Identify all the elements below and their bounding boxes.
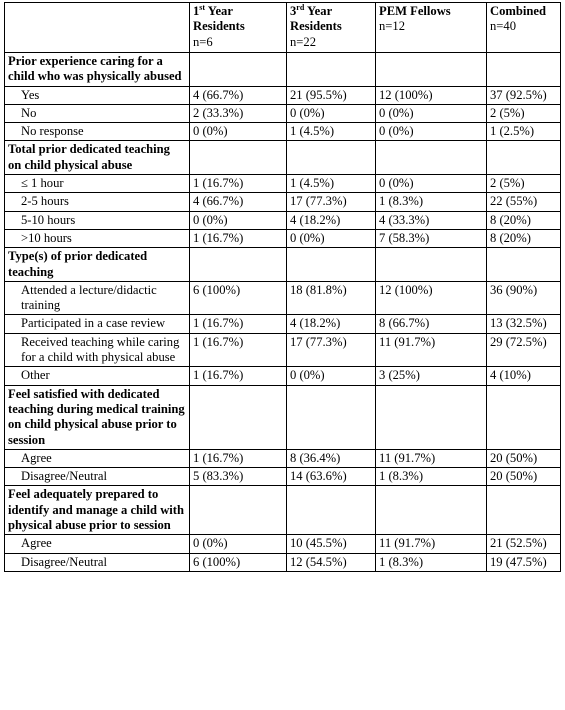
value-cell: 11 (91.7%): [376, 535, 487, 553]
value-cell: 2 (5%): [487, 175, 561, 193]
value-cell: 12 (100%): [376, 86, 487, 104]
section-empty-cell: [190, 385, 287, 449]
value-cell: 12 (54.5%): [287, 553, 376, 571]
header-empty-cell: [5, 3, 190, 53]
value-cell: 1 (4.5%): [287, 123, 376, 141]
value-cell: 1 (16.7%): [190, 315, 287, 333]
row-label: Disagree/Neutral: [5, 553, 190, 571]
section-empty-cell: [287, 141, 376, 175]
table-row: [5, 193, 561, 211]
table-row: [5, 123, 561, 141]
value-cell: 5 (83.3%): [190, 468, 287, 486]
value-cell: 18 (81.8%): [287, 281, 376, 315]
table-row: [5, 449, 561, 467]
section-empty-cell: [487, 486, 561, 535]
header-combined: Combined n=40: [487, 3, 561, 53]
row-label: 5-10 hours: [5, 211, 190, 229]
value-cell: 1 (2.5%): [487, 123, 561, 141]
table-row: [5, 367, 561, 385]
section-title: Total prior dedicated teaching on child physical abuse: [5, 141, 190, 175]
value-cell: 4 (66.7%): [190, 193, 287, 211]
section-empty-cell: [190, 53, 287, 87]
section-empty-cell: [190, 248, 287, 282]
value-cell: 1 (16.7%): [190, 367, 287, 385]
value-cell: 1 (16.7%): [190, 229, 287, 247]
value-cell: 4 (33.3%): [376, 211, 487, 229]
table-row: [5, 104, 561, 122]
section-empty-cell: [487, 385, 561, 449]
value-cell: 19 (47.5%): [487, 553, 561, 571]
value-cell: 17 (77.3%): [287, 333, 376, 367]
value-cell: 1 (16.7%): [190, 333, 287, 367]
table-row: [5, 468, 561, 486]
header-first-year-residents: 1st Year Residents n=6: [190, 3, 287, 53]
value-cell: 20 (50%): [487, 468, 561, 486]
table-row: [5, 86, 561, 104]
value-cell: 3 (25%): [376, 367, 487, 385]
value-cell: 13 (32.5%): [487, 315, 561, 333]
table-row: [5, 229, 561, 247]
value-cell: 0 (0%): [287, 229, 376, 247]
value-cell: 8 (20%): [487, 229, 561, 247]
value-cell: 1 (8.3%): [376, 553, 487, 571]
value-cell: 8 (36.4%): [287, 449, 376, 467]
value-cell: 0 (0%): [376, 104, 487, 122]
section-title: Feel adequately prepared to identify and manage a child with physical abuse prior to session: [5, 486, 190, 535]
value-cell: 11 (91.7%): [376, 333, 487, 367]
section-empty-cell: [190, 141, 287, 175]
row-label: Other: [5, 367, 190, 385]
row-label: No response: [5, 123, 190, 141]
section-empty-cell: [376, 486, 487, 535]
row-label: Attended a lecture/didactic training: [5, 281, 190, 315]
value-cell: 1 (4.5%): [287, 175, 376, 193]
row-label: ≤ 1 hour: [5, 175, 190, 193]
value-cell: 0 (0%): [376, 123, 487, 141]
value-cell: 4 (18.2%): [287, 315, 376, 333]
table-row: [5, 553, 561, 571]
value-cell: 7 (58.3%): [376, 229, 487, 247]
value-cell: 17 (77.3%): [287, 193, 376, 211]
table-row: [5, 333, 561, 367]
header-pem-fellows: PEM Fellows n=12: [376, 3, 487, 53]
row-label: Participated in a case review: [5, 315, 190, 333]
value-cell: 29 (72.5%): [487, 333, 561, 367]
section-header-row: [5, 248, 561, 282]
table-row: [5, 281, 561, 315]
value-cell: 4 (10%): [487, 367, 561, 385]
value-cell: 1 (16.7%): [190, 449, 287, 467]
value-cell: 4 (66.7%): [190, 86, 287, 104]
header-third-year-residents: 3rd Year Residents n=22: [287, 3, 376, 53]
survey-results-table: [4, 2, 561, 572]
value-cell: 0 (0%): [376, 175, 487, 193]
value-cell: 2 (33.3%): [190, 104, 287, 122]
section-empty-cell: [376, 141, 487, 175]
row-label: >10 hours: [5, 229, 190, 247]
section-header-row: [5, 486, 561, 535]
value-cell: 20 (50%): [487, 449, 561, 467]
table-row: [5, 211, 561, 229]
section-header-row: [5, 53, 561, 87]
value-cell: 0 (0%): [190, 123, 287, 141]
row-label: No: [5, 104, 190, 122]
value-cell: 0 (0%): [287, 367, 376, 385]
row-label: Received teaching while caring for a child with physical abuse: [5, 333, 190, 367]
value-cell: 36 (90%): [487, 281, 561, 315]
section-empty-cell: [376, 53, 487, 87]
table-row: [5, 315, 561, 333]
section-empty-cell: [376, 248, 487, 282]
value-cell: 6 (100%): [190, 553, 287, 571]
value-cell: 22 (55%): [487, 193, 561, 211]
section-title: Type(s) of prior dedicated teaching: [5, 248, 190, 282]
value-cell: 2 (5%): [487, 104, 561, 122]
section-empty-cell: [376, 385, 487, 449]
value-cell: 12 (100%): [376, 281, 487, 315]
table-row: [5, 175, 561, 193]
section-header-row: [5, 141, 561, 175]
value-cell: 1 (8.3%): [376, 468, 487, 486]
value-cell: 1 (8.3%): [376, 193, 487, 211]
value-cell: 8 (20%): [487, 211, 561, 229]
value-cell: 10 (45.5%): [287, 535, 376, 553]
row-label: Disagree/Neutral: [5, 468, 190, 486]
value-cell: 37 (92.5%): [487, 86, 561, 104]
section-empty-cell: [287, 486, 376, 535]
section-title: Prior experience caring for a child who was physically abused: [5, 53, 190, 87]
value-cell: 6 (100%): [190, 281, 287, 315]
header-row: [5, 3, 561, 53]
row-label: 2-5 hours: [5, 193, 190, 211]
section-header-row: [5, 385, 561, 449]
value-cell: 4 (18.2%): [287, 211, 376, 229]
row-label: Agree: [5, 535, 190, 553]
section-empty-cell: [190, 486, 287, 535]
section-empty-cell: [487, 141, 561, 175]
section-title: Feel satisfied with dedicated teaching during medical training on child physical abuse prior to session: [5, 385, 190, 449]
value-cell: 11 (91.7%): [376, 449, 487, 467]
row-label: Agree: [5, 449, 190, 467]
value-cell: 0 (0%): [190, 211, 287, 229]
value-cell: 8 (66.7%): [376, 315, 487, 333]
row-label: Yes: [5, 86, 190, 104]
table-row: [5, 535, 561, 553]
value-cell: 1 (16.7%): [190, 175, 287, 193]
value-cell: 21 (95.5%): [287, 86, 376, 104]
value-cell: 0 (0%): [190, 535, 287, 553]
section-empty-cell: [487, 248, 561, 282]
value-cell: 0 (0%): [287, 104, 376, 122]
value-cell: 14 (63.6%): [287, 468, 376, 486]
section-empty-cell: [487, 53, 561, 87]
section-empty-cell: [287, 248, 376, 282]
value-cell: 21 (52.5%): [487, 535, 561, 553]
section-empty-cell: [287, 385, 376, 449]
section-empty-cell: [287, 53, 376, 87]
